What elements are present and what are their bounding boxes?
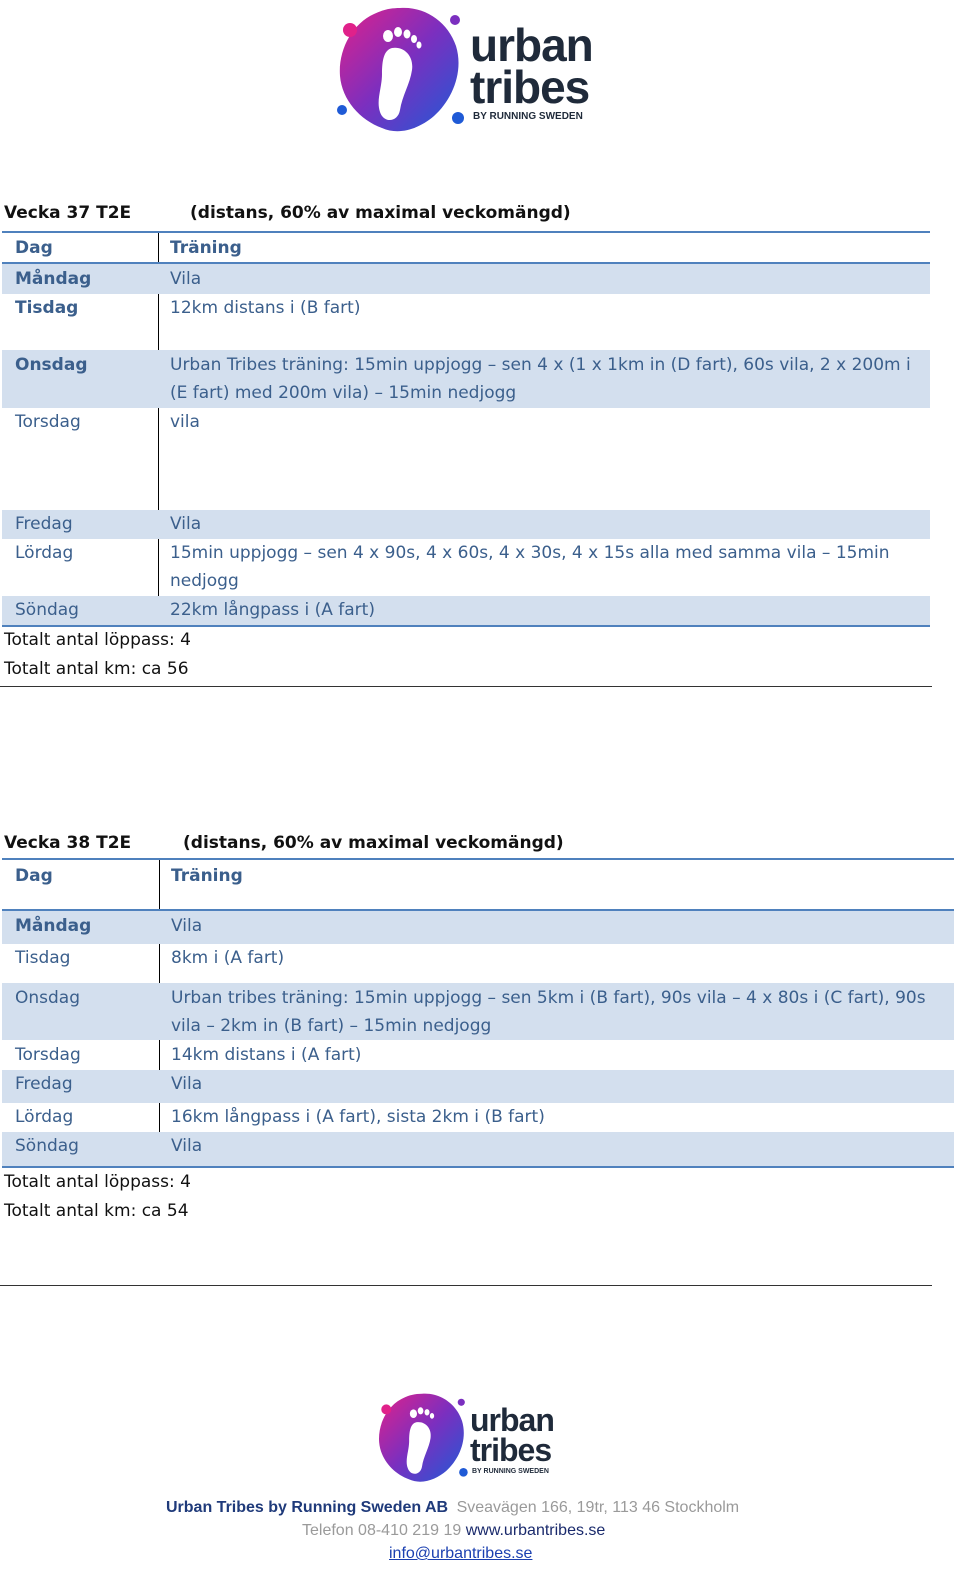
week38-row-text: Urban tribes träning: 15min uppjogg – sen 5km i (B fart), 90s vila – 4 x 80s i (C fart), 90s vila – 2km in (B fart) – 15min nedjogg xyxy=(171,988,926,1036)
week37-row-day: Söndag xyxy=(15,600,79,620)
footer-phone: Telefon 08-410 219 19 xyxy=(302,1522,462,1539)
week38-row-text: Vila xyxy=(171,916,203,936)
week38-title: Vecka 38 T2E xyxy=(4,833,132,853)
week38-top-rule xyxy=(2,858,954,860)
week38-section-divider xyxy=(0,1285,932,1286)
week37-row-day: Tisdag xyxy=(15,298,79,318)
week38-total-km: Totalt antal km: ca 54 xyxy=(4,1201,189,1221)
logo-tagline: BY RUNNING SWEDEN xyxy=(473,111,583,122)
footer-company: Urban Tribes by Running Sweden AB xyxy=(166,1499,449,1516)
week38-row-day: Tisdag xyxy=(15,948,71,968)
week37-total-runs: Totalt antal löppass: 4 xyxy=(4,630,191,650)
week37-header-training: Träning xyxy=(170,238,242,258)
week37-title: Vecka 37 T2E xyxy=(4,203,132,223)
week38-total-runs: Totalt antal löppass: 4 xyxy=(4,1172,191,1192)
footprint-splash-icon xyxy=(330,0,470,140)
logo-word-urban: urban xyxy=(470,19,593,71)
week37-bottom-rule xyxy=(2,625,930,627)
week38-row-text: 8km i (A fart) xyxy=(171,948,285,968)
week37-row-day: Lördag xyxy=(15,543,74,563)
week38-subtitle: (distans, 60% av maximal veckomängd) xyxy=(183,833,564,853)
footer-address: Sveavägen 166, 19tr, 113 46 Stockholm xyxy=(456,1499,740,1516)
footer-website-link[interactable]: www.urbantribes.se xyxy=(465,1522,606,1539)
footer-line-1 xyxy=(166,1499,739,1517)
week37-row-text: Urban Tribes träning: 15min uppjogg – sen 4 x (1 x 1km in (D fart), 60s vila, 2 x 200m i (E fart) med 200m vila) – 15min nedjogg xyxy=(170,355,911,403)
logo-word-urban: urban xyxy=(470,1402,554,1438)
week37-row-day: Onsdag xyxy=(15,355,88,375)
week38-row-day: Onsdag xyxy=(15,988,81,1008)
week37-row-text: 22km långpass i (A fart) xyxy=(170,600,375,620)
week38-row-day: Fredag xyxy=(15,1074,73,1094)
week38-row-day: Torsdag xyxy=(15,1045,81,1065)
week38-row-text: Vila xyxy=(171,1136,203,1156)
week38-bottom-rule xyxy=(2,1166,954,1168)
week38-row-day: Söndag xyxy=(15,1136,79,1156)
footer-line-3 xyxy=(389,1545,532,1563)
logo-word-tribes: tribes xyxy=(470,1432,552,1468)
week38-row-text: 14km distans i (A fart) xyxy=(171,1045,362,1065)
week37-subtitle: (distans, 60% av maximal veckomängd) xyxy=(190,203,571,223)
logo-word-tribes: tribes xyxy=(470,61,590,113)
week37-row-day: Fredag xyxy=(15,514,73,534)
week38-row-text: Vila xyxy=(171,1074,203,1094)
week37-row-text: vila xyxy=(170,412,200,432)
week37-row-day: Torsdag xyxy=(15,412,81,432)
top-logo xyxy=(330,0,610,140)
week37-header-day: Dag xyxy=(15,238,53,258)
week38-header-training: Träning xyxy=(171,866,243,886)
week38-row-day: Måndag xyxy=(15,916,92,936)
week37-row-day: Måndag xyxy=(15,269,92,289)
week38-row-day: Lördag xyxy=(15,1107,74,1127)
week37-row-text: Vila xyxy=(170,269,202,289)
footer-email-link[interactable]: info@urbantribes.se xyxy=(389,1545,533,1562)
week37-row-text: 12km distans i (B fart) xyxy=(170,298,361,318)
week37-section-divider xyxy=(0,686,932,687)
logo-tagline: BY RUNNING SWEDEN xyxy=(472,1468,549,1475)
week38-header-day: Dag xyxy=(15,866,53,886)
week37-row-text: 15min uppjogg – sen 4 x 90s, 4 x 60s, 4 x 30s, 4 x 15s alla med samma vila – 15min nedjogg xyxy=(170,543,890,591)
week37-row-text: Vila xyxy=(170,514,202,534)
footprint-splash-icon xyxy=(372,1388,472,1488)
week37-total-km: Totalt antal km: ca 56 xyxy=(4,659,189,679)
footer-line-2 xyxy=(302,1522,605,1540)
footer-logo xyxy=(372,1388,572,1488)
week37-top-rule xyxy=(2,231,930,233)
week38-row-text: 16km långpass i (A fart), sista 2km i (B fart) xyxy=(171,1107,545,1127)
